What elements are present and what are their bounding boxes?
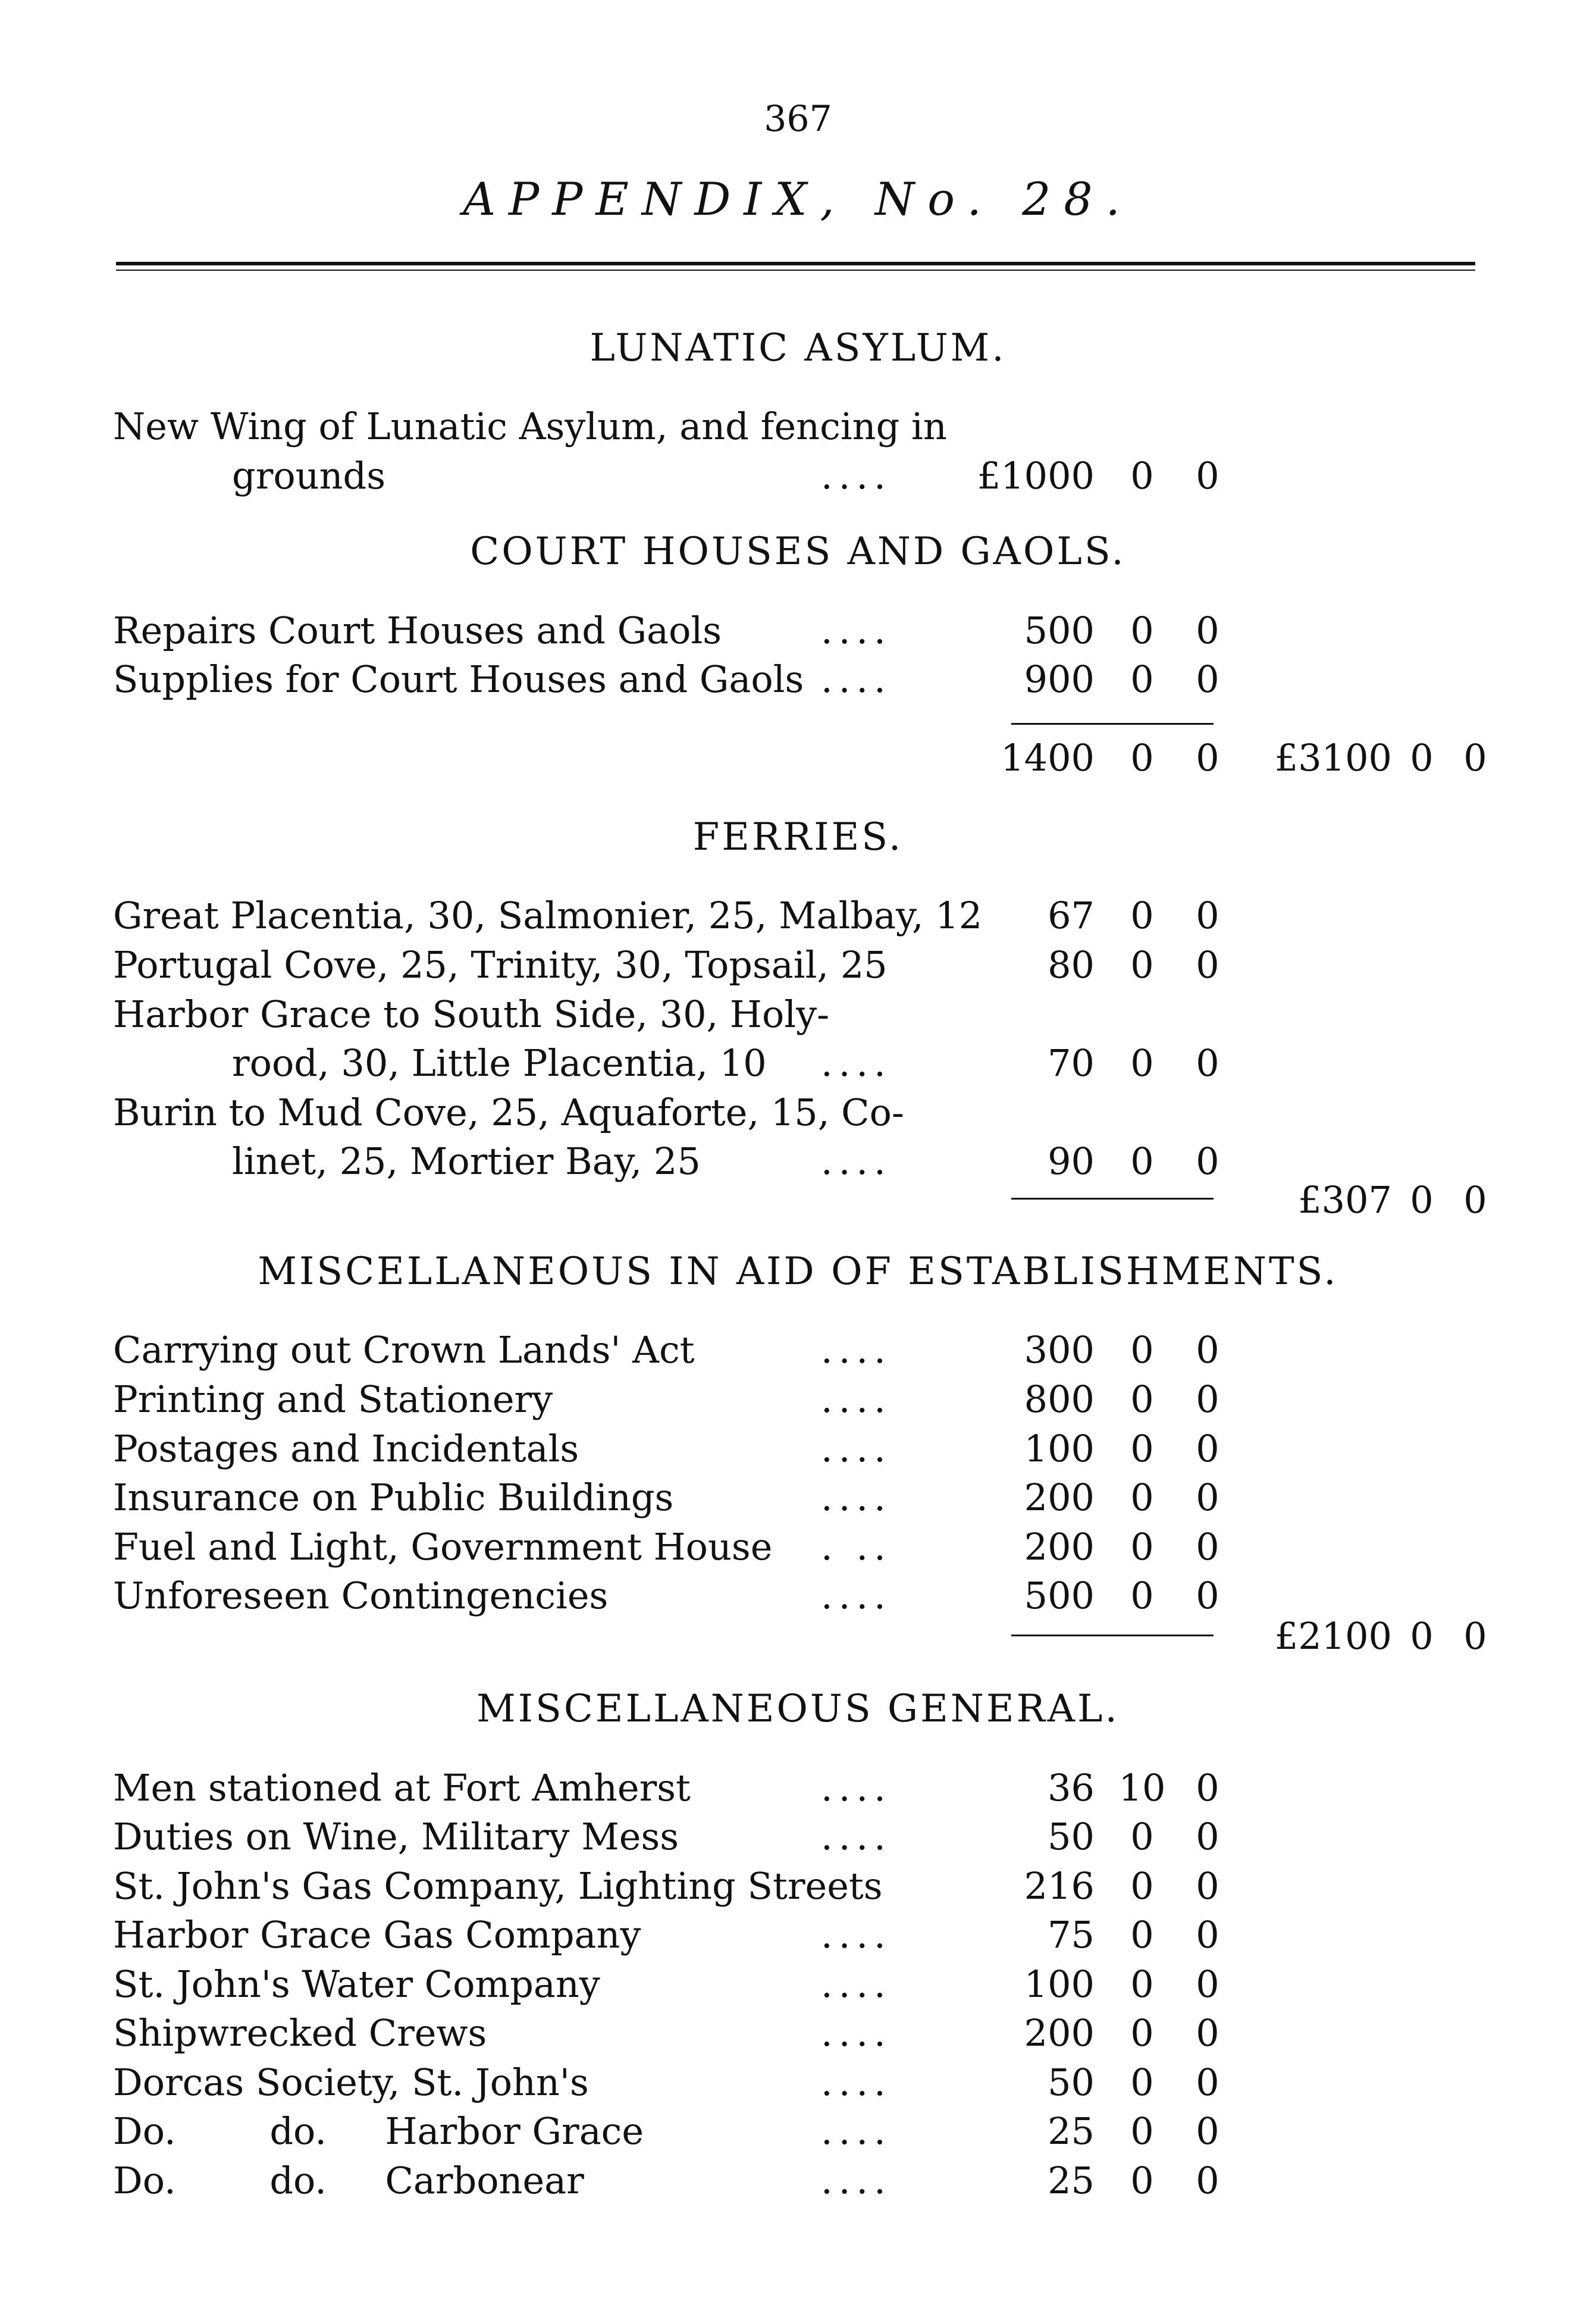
leader-dots: ....: [821, 1766, 892, 1809]
ledger-line: [0, 2156, 1596, 2206]
item-description: Harbor Grace Gas Company: [113, 1913, 641, 1956]
subtotal-pence: 0: [1196, 736, 1219, 779]
amount-shillings: 0: [1130, 894, 1154, 937]
amount-shillings: 0: [1130, 2061, 1154, 2104]
page-number: 367: [764, 98, 832, 140]
leader-dots: ....: [821, 658, 892, 701]
amount-pounds: 216: [1024, 1864, 1095, 1908]
amount-pence: 0: [1196, 1864, 1219, 1908]
subtotal-pounds: 1400: [1001, 736, 1095, 779]
amount-shillings: 10: [1118, 1766, 1166, 1809]
amount-pounds: 800: [1024, 1377, 1095, 1421]
ledger-line: [0, 2008, 1596, 2058]
leader-dots: ....: [821, 1041, 892, 1085]
ledger-line: [0, 1375, 1596, 1425]
item-description: Duties on Wine, Military Mess: [113, 1815, 679, 1858]
leader-dots: ....: [821, 2061, 892, 2104]
header-rule-thick: [116, 262, 1475, 265]
item-description: Burin to Mud Cove, 25, Aquaforte, 15, Co-: [113, 1091, 904, 1134]
amount-pence: 0: [1196, 2109, 1219, 2153]
amount-pounds: 25: [1048, 2109, 1095, 2153]
amount-shillings: 0: [1130, 1328, 1154, 1372]
ledger-line: [0, 1038, 1596, 1088]
amount-pounds: 500: [1024, 609, 1095, 652]
amount-pence: 0: [1196, 1815, 1219, 1858]
amount-pounds: 500: [1024, 1574, 1095, 1617]
amount-shillings: 0: [1130, 2159, 1154, 2202]
ledger-line: [0, 1424, 1596, 1474]
amount-pence: 0: [1196, 1139, 1219, 1183]
leader-dots: ....: [821, 2011, 892, 2055]
amount-pounds: 300: [1024, 1328, 1095, 1372]
ledger-line: [0, 1522, 1596, 1572]
ledger-line: [0, 1763, 1596, 1813]
item-description: Harbor Grace to South Side, 30, Holy-: [113, 993, 830, 1036]
amount-pounds: 200: [1024, 2011, 1095, 2055]
amount-shillings: 0: [1130, 1815, 1154, 1858]
section-total-shillings: 0: [1410, 736, 1434, 779]
item-description: Fuel and Light, Government House: [113, 1525, 773, 1569]
ledger-line: [0, 990, 1596, 1040]
leader-dots: ....: [821, 1328, 892, 1372]
amount-pence: 0: [1196, 609, 1219, 652]
section-total-pounds: £307: [1298, 1178, 1392, 1222]
amount-shillings: 0: [1130, 658, 1154, 701]
amount-pounds: 25: [1048, 2159, 1095, 2202]
leader-dots: ....: [821, 1377, 892, 1421]
amount-pence: 0: [1196, 1328, 1219, 1372]
item-description: Do. do. Harbor Grace: [113, 2109, 644, 2153]
amount-pence: 0: [1196, 943, 1219, 987]
item-description: Great Placentia, 30, Salmonier, 25, Malbay, 12: [113, 894, 983, 937]
amount-shillings: 0: [1130, 1913, 1154, 1956]
amount-pence: 0: [1196, 2061, 1219, 2104]
ledger-line: [0, 451, 1596, 501]
amount-pence: 0: [1196, 1913, 1219, 1956]
amount-shillings: 0: [1130, 1574, 1154, 1617]
item-description: St. John's Water Company: [113, 1962, 600, 2006]
amount-pounds: 80: [1048, 943, 1095, 987]
section-heading-misc-general: MISCELLANEOUS GENERAL.: [476, 1687, 1120, 1731]
ledger-line: [0, 1959, 1596, 2009]
subtotal-shillings: 0: [1130, 736, 1154, 779]
item-description: New Wing of Lunatic Asylum, and fencing in: [113, 405, 947, 448]
ledger-line: [0, 1473, 1596, 1523]
amount-shillings: 0: [1130, 1041, 1154, 1085]
ledger-line: [0, 1611, 1596, 1661]
leader-dots: ....: [821, 1476, 892, 1519]
item-description: Men stationed at Fort Amherst: [113, 1766, 691, 1809]
amount-pounds: £1000: [977, 454, 1095, 497]
amount-shillings: 0: [1130, 454, 1154, 497]
amount-pounds: 70: [1048, 1041, 1095, 1085]
item-description: Supplies for Court Houses and Gaols: [113, 658, 804, 701]
amount-pence: 0: [1196, 454, 1219, 497]
section-heading-ferries: FERRIES.: [692, 815, 904, 859]
appendix-title: APPENDIX, No. 28.: [463, 173, 1133, 226]
section-heading-misc-establishments: MISCELLANEOUS IN AID OF ESTABLISHMENTS.: [258, 1250, 1338, 1294]
amount-shillings: 0: [1130, 1864, 1154, 1908]
ledger-line: [0, 1175, 1596, 1225]
leader-dots: ....: [821, 1962, 892, 2006]
section-total-pence: 0: [1463, 1178, 1487, 1222]
item-description: Do. do. Carbonear: [113, 2159, 584, 2202]
item-description: Printing and Stationery: [113, 1377, 553, 1421]
amount-pounds: 36: [1048, 1766, 1095, 1809]
leader-dots: ....: [821, 1815, 892, 1858]
ledger-line: [0, 2058, 1596, 2108]
leader-dots: . ..: [821, 1525, 892, 1569]
ledger-line: [0, 1325, 1596, 1375]
item-description: Dorcas Society, St. John's: [113, 2061, 589, 2104]
amount-shillings: 0: [1130, 2011, 1154, 2055]
amount-pounds: 50: [1048, 2061, 1095, 2104]
ledger-line: [0, 891, 1596, 941]
item-description: St. John's Gas Company, Lighting Streets: [113, 1864, 883, 1908]
amount-pence: 0: [1196, 2011, 1219, 2055]
amount-pounds: 200: [1024, 1476, 1095, 1519]
amount-shillings: 0: [1130, 1525, 1154, 1569]
ledger-line: [0, 940, 1596, 990]
leader-dots: ....: [821, 2159, 892, 2202]
leader-dots: ....: [821, 2109, 892, 2153]
leader-dots: ....: [821, 1574, 892, 1617]
amount-pence: 0: [1196, 1377, 1219, 1421]
ledger-line: [0, 1088, 1596, 1138]
item-description: Unforeseen Contingencies: [113, 1574, 609, 1617]
section-heading-court-houses: COURT HOUSES AND GAOLS.: [470, 530, 1126, 574]
ledger-line: [0, 733, 1596, 783]
amount-shillings: 0: [1130, 1476, 1154, 1519]
amount-pence: 0: [1196, 1041, 1219, 1085]
amount-pence: 0: [1196, 894, 1219, 937]
amount-pounds: 100: [1024, 1427, 1095, 1470]
ledger-line: [0, 655, 1596, 705]
sum-rule: [1011, 723, 1214, 725]
item-description: Portugal Cove, 25, Trinity, 30, Topsail, 25: [113, 943, 888, 987]
leader-dots: ....: [821, 1913, 892, 1956]
leader-dots: ....: [821, 454, 892, 497]
item-description: Postages and Incidentals: [113, 1427, 579, 1470]
leader-dots: ....: [821, 1139, 892, 1183]
amount-pounds: 67: [1048, 894, 1095, 937]
section-total-shillings: 0: [1410, 1178, 1434, 1222]
amount-shillings: 0: [1130, 1139, 1154, 1183]
item-description: grounds: [232, 454, 386, 497]
ledger-line: [0, 1910, 1596, 1960]
item-description: Repairs Court Houses and Gaols: [113, 609, 722, 652]
section-total-pence: 0: [1463, 736, 1487, 779]
amount-pounds: 900: [1024, 658, 1095, 701]
amount-shillings: 0: [1130, 2109, 1154, 2153]
amount-pence: 0: [1196, 1525, 1219, 1569]
section-total-pounds: £2100: [1274, 1614, 1392, 1658]
leader-dots: ....: [821, 1427, 892, 1470]
amount-pounds: 200: [1024, 1525, 1095, 1569]
ledger-line: [0, 606, 1596, 656]
amount-pounds: 90: [1048, 1139, 1095, 1183]
ledger-line: [0, 1861, 1596, 1911]
ledger-line: [0, 402, 1596, 452]
amount-pence: 0: [1196, 1476, 1219, 1519]
amount-pounds: 100: [1024, 1962, 1095, 2006]
amount-pence: 0: [1196, 658, 1219, 701]
amount-pence: 0: [1196, 1766, 1219, 1809]
ledger-line: [0, 1812, 1596, 1862]
item-description-continued: linet, 25, Mortier Bay, 25: [232, 1139, 701, 1183]
amount-shillings: 0: [1130, 1962, 1154, 2006]
amount-pounds: 50: [1048, 1815, 1095, 1858]
item-description-continued: rood, 30, Little Placentia, 10: [232, 1041, 767, 1085]
ledger-line: [0, 2106, 1596, 2156]
section-total-pence: 0: [1463, 1614, 1487, 1658]
header-rule-thin: [116, 270, 1475, 271]
amount-shillings: 0: [1130, 943, 1154, 987]
leader-dots: ....: [821, 609, 892, 652]
amount-shillings: 0: [1130, 1377, 1154, 1421]
section-heading-lunatic-asylum: LUNATIC ASYLUM.: [590, 326, 1006, 370]
amount-shillings: 0: [1130, 1427, 1154, 1470]
amount-pence: 0: [1196, 1962, 1219, 2006]
amount-pence: 0: [1196, 1574, 1219, 1617]
amount-pounds: 75: [1048, 1913, 1095, 1956]
amount-pence: 0: [1196, 2159, 1219, 2202]
item-description: Shipwrecked Crews: [113, 2011, 487, 2055]
amount-pence: 0: [1196, 1427, 1219, 1470]
section-total-shillings: 0: [1410, 1614, 1434, 1658]
item-description: Carrying out Crown Lands' Act: [113, 1328, 695, 1372]
item-description: Insurance on Public Buildings: [113, 1476, 674, 1519]
amount-shillings: 0: [1130, 609, 1154, 652]
section-total-pounds: £3100: [1274, 736, 1392, 779]
